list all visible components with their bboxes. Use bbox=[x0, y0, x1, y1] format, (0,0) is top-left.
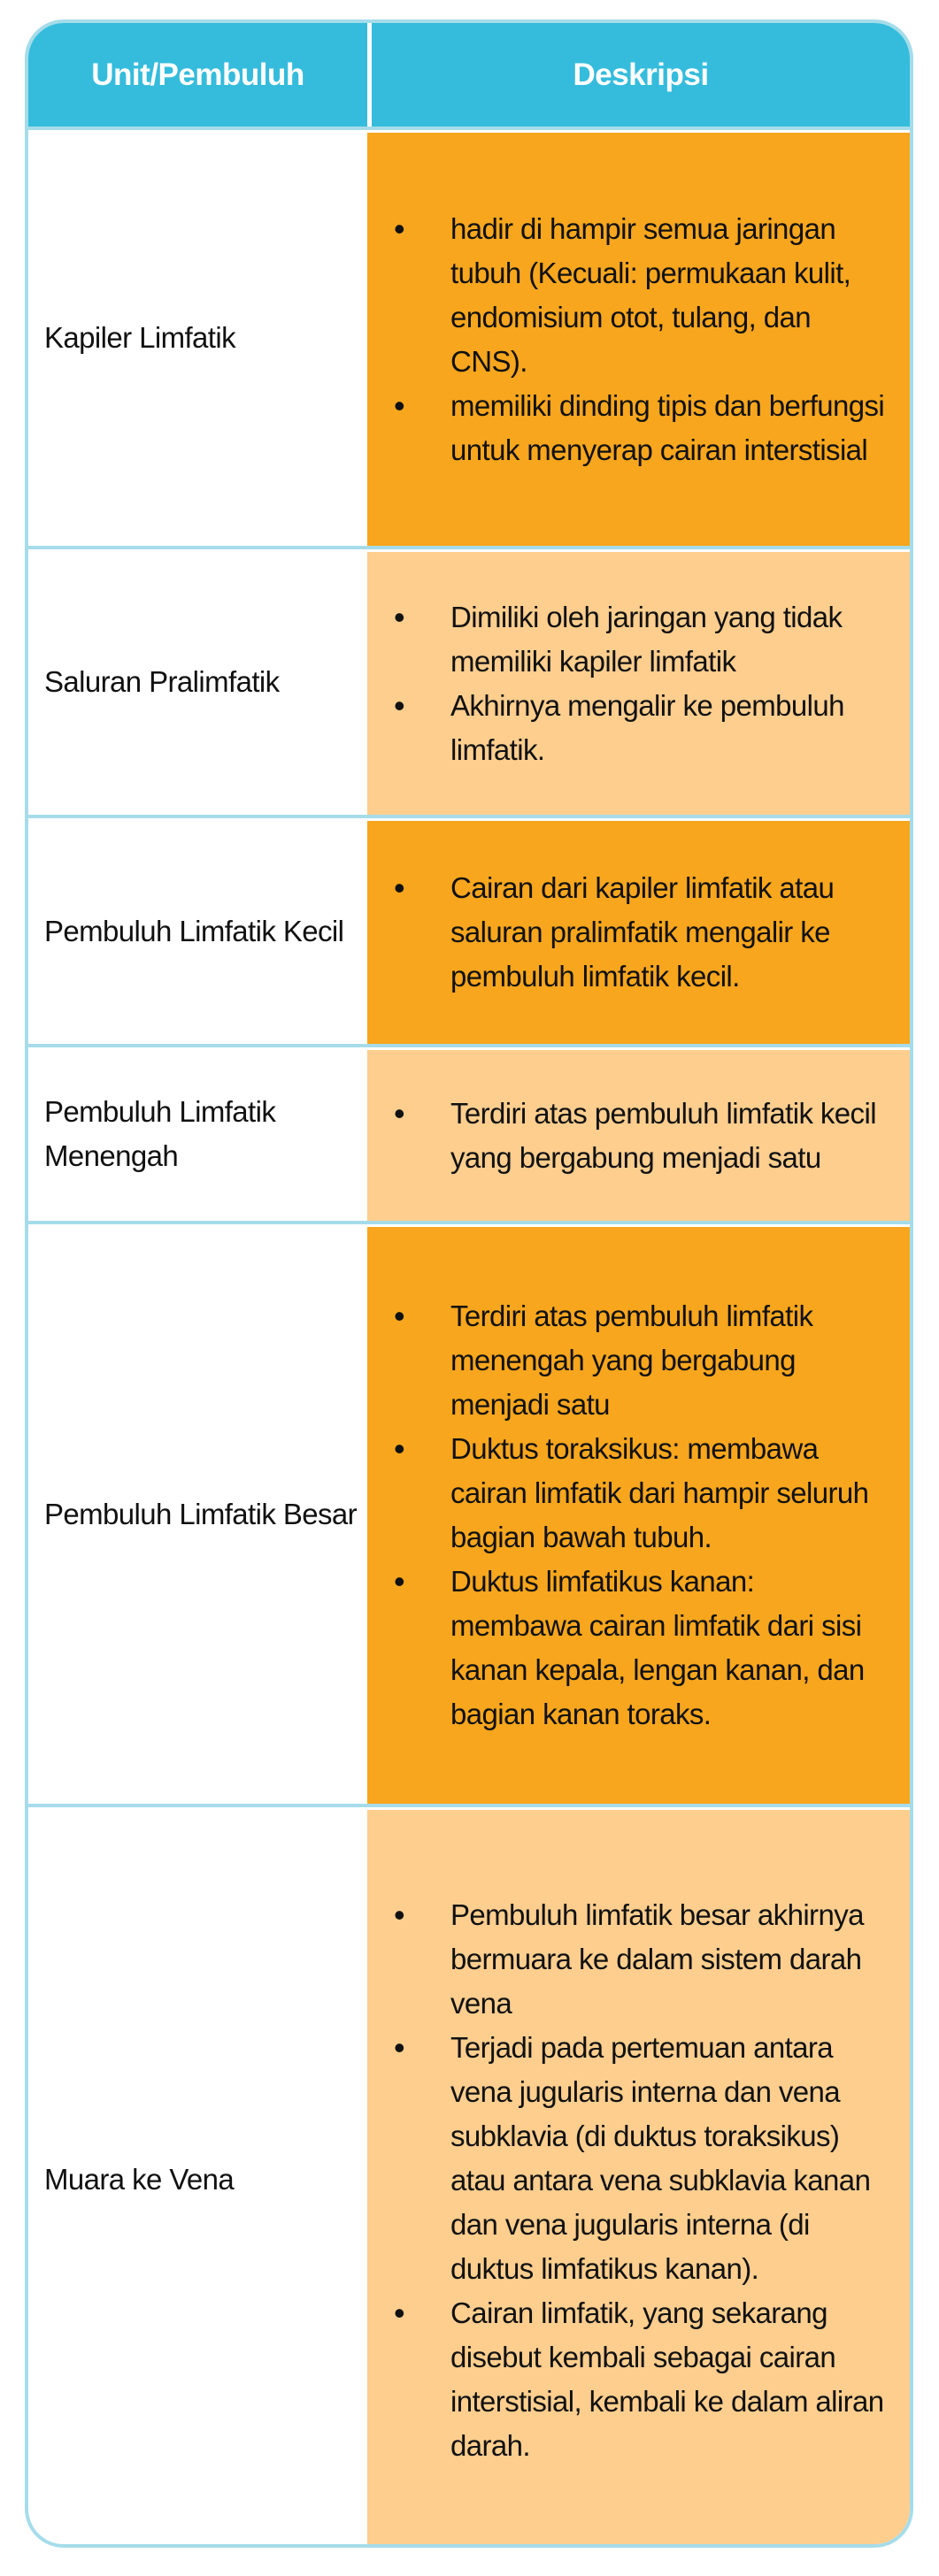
unit-cell: Pembuluh Limfatik Menengah bbox=[28, 1047, 367, 1221]
description-cell bbox=[367, 130, 910, 546]
description-cell bbox=[367, 1807, 910, 2548]
unit-cell: Pembuluh Limfatik Besar bbox=[28, 1224, 367, 1804]
table-header bbox=[28, 23, 910, 126]
description-cell bbox=[367, 1047, 910, 1221]
table-row bbox=[28, 546, 910, 815]
bullet-item: • hadir di hampir semua jaringan tubuh (Kecuali: permukaan kulit, endomisium otot, tulang, dan CNS). bbox=[394, 207, 890, 384]
table-row bbox=[28, 1804, 910, 2548]
bullet-item: • memiliki dinding tipis dan berfungsi untuk menyerap cairan interstisial bbox=[394, 384, 890, 472]
bullet-item: • Akhirnya mengalir ke pembuluh limfatik. bbox=[394, 684, 890, 772]
table-row bbox=[28, 815, 910, 1044]
bullet-item: • Cairan dari kapiler limfatik atau saluran pralimfatik mengalir ke pembuluh limfatik kecil. bbox=[394, 866, 890, 999]
description-cell bbox=[367, 549, 910, 815]
header-unit: Unit/Pembuluh bbox=[28, 23, 372, 126]
unit-cell: Muara ke Vena bbox=[28, 1807, 367, 2548]
bullet-item: • Terjadi pada pertemuan antara vena jugularis interna dan vena subklavia (di duktus toraksikus) atau antara vena subklavia kanan dan vena jugularis interna (di duktus limfatikus kanan). bbox=[394, 2026, 890, 2291]
description-cell bbox=[367, 818, 910, 1044]
bullet-item: • Dimiliki oleh jaringan yang tidak memiliki kapiler limfatik bbox=[394, 595, 890, 684]
bullet-item: • Duktus limfatikus kanan: membawa cairan limfatik dari sisi kanan kepala, lengan kanan, dan bagian kanan toraks. bbox=[394, 1560, 890, 1736]
bullet-item: • Terdiri atas pembuluh limfatik kecil yang bergabung menjadi satu bbox=[394, 1092, 890, 1180]
header-description: Deskripsi bbox=[573, 57, 709, 92]
lymphatic-table bbox=[25, 19, 913, 2548]
unit-cell: Kapiler Limfatik bbox=[28, 130, 367, 546]
bullet-item: • Cairan limfatik, yang sekarang disebut kembali sebagai cairan interstisial, kembali ke dalam aliran darah. bbox=[394, 2291, 890, 2468]
table-row bbox=[28, 1044, 910, 1221]
description-cell bbox=[367, 1224, 910, 1804]
unit-cell: Saluran Pralimfatik bbox=[28, 549, 367, 815]
unit-cell: Pembuluh Limfatik Kecil bbox=[28, 818, 367, 1044]
bullet-item: • Pembuluh limfatik besar akhirnya bermuara ke dalam sistem darah vena bbox=[394, 1893, 890, 2026]
table-row bbox=[28, 126, 910, 546]
bullet-item: • Duktus toraksikus: membawa cairan limfatik dari hampir seluruh bagian bawah tubuh. bbox=[394, 1427, 890, 1560]
bullet-item: • Terdiri atas pembuluh limfatik menengah yang bergabung menjadi satu bbox=[394, 1294, 890, 1427]
table-row bbox=[28, 1221, 910, 1804]
